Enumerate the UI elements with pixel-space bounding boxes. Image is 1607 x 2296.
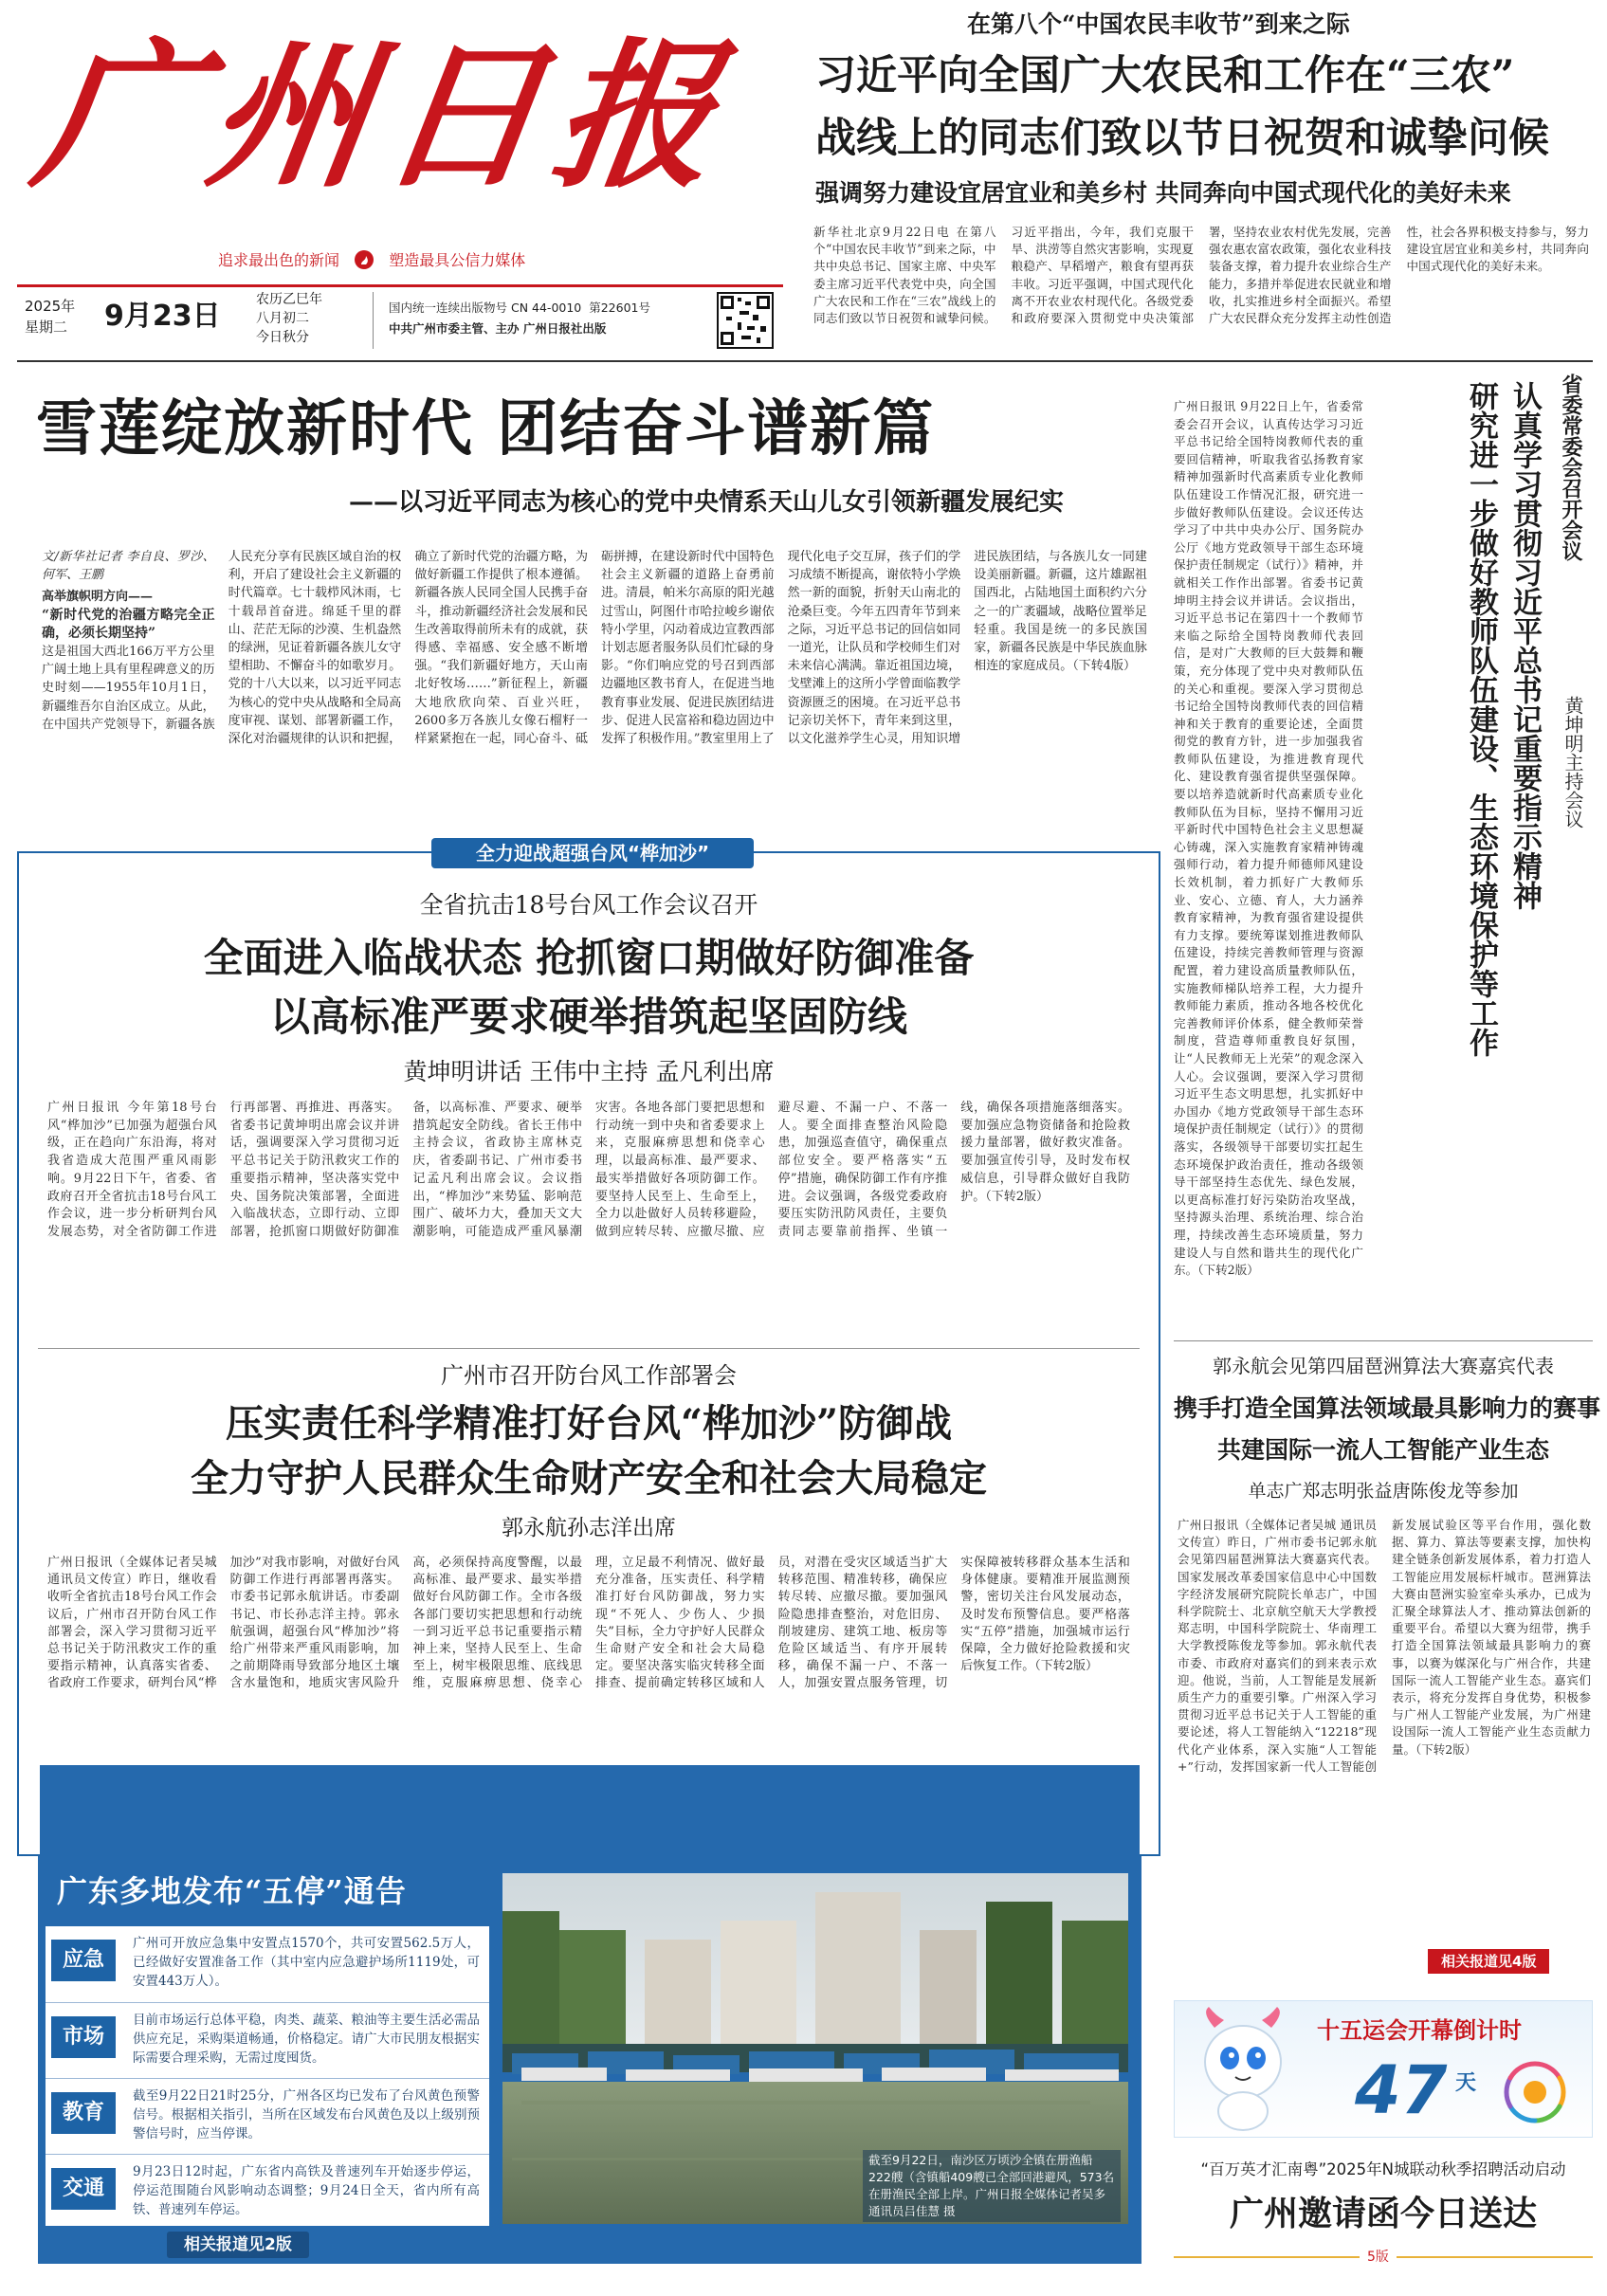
countdown-days-unit: 天 bbox=[1455, 2071, 1477, 2095]
issue-no: 第22601号 bbox=[589, 301, 650, 315]
algorithm-subline: 单志广郑志明张益唐陈俊龙等参加 bbox=[1248, 1481, 1519, 1502]
top-story-headline-2: 战线上的同志们致以节日祝贺和诚挚问候 bbox=[815, 115, 1549, 162]
countdown-promo bbox=[1174, 2000, 1593, 2138]
algorithm-headline-1: 携手打造全国算法领域最具影响力的赛事 bbox=[1174, 1394, 1601, 1422]
slogan-left: 追求最出色的新闻 bbox=[218, 251, 340, 269]
wuting-text: 广州可开放应急集中安置点1570个，共可安置562.5万人，已经做好安置准备工作（其中室内应急避护场所1119处，可安置443万人）。 bbox=[133, 1936, 480, 1989]
algorithm-footer[interactable]: 相关报道见4版 bbox=[1428, 1949, 1549, 1974]
publisher: 中共广州市委主管、主办 广州日报社出版 bbox=[389, 321, 607, 336]
countdown-label: 十五运会开幕倒计时 bbox=[1317, 2017, 1522, 2044]
algorithm-kicker: 郭永航会见第四届琶洲算法大赛嘉宾代表 bbox=[1213, 1355, 1554, 1377]
qr-code bbox=[717, 292, 774, 349]
story2-subline: 郭永航孙志洋出席 bbox=[502, 1516, 676, 1540]
recruitment-teaser bbox=[1174, 2150, 1593, 2288]
wuting-panel bbox=[38, 1856, 1141, 2264]
top-story-kicker: 在第八个“中国农民丰收节”到来之际 bbox=[967, 10, 1350, 38]
year: 2025年 bbox=[25, 298, 76, 315]
typhoon-story-1 bbox=[19, 853, 1159, 1346]
xinjiang-headline: 雪莲绽放新时代 团结奋斗谱新篇 bbox=[36, 393, 936, 465]
wuting-tag: 市场 bbox=[51, 2016, 116, 2058]
wuting-item-transport bbox=[46, 2154, 489, 2228]
fishing-boats-photo bbox=[502, 1873, 1128, 2224]
typhoon-story-2 bbox=[19, 1350, 1159, 1767]
slogan-right: 塑造最具公信力媒体 bbox=[389, 251, 526, 269]
wuting-text: 截至9月22日21时25分，广州各区均已发布了台风黄色预警信号。根据相关指引，当所在区域发布台风黄色及以上级别预警信号时，应当停课。 bbox=[133, 2088, 480, 2141]
recruit-page[interactable]: 5版 bbox=[1360, 2249, 1397, 2266]
date: 9月23日 bbox=[104, 300, 221, 333]
wuting-text: 目前市场运行总体平稳，肉类、蔬菜、粮油等主要生活必需品供应充足，采购渠道畅通，价格稳定。请广大市民朋友根据实际需要合理采购，无需过度囤货。 bbox=[133, 2013, 480, 2066]
story2-headline-2: 全力守护人民群众生命财产安全和社会大局稳定 bbox=[191, 1456, 987, 1501]
xinjiang-byline: 文/新华社记者 李自良、罗沙、何军、王鹏 bbox=[42, 550, 215, 583]
vertical-kicker: 省委常委会召开会议 bbox=[1559, 374, 1583, 561]
lunar-date: 八月初二 bbox=[256, 311, 309, 326]
lunar-year: 农历乙巳年 bbox=[256, 292, 322, 307]
recruit-headline: 广州邀请函今日送达 bbox=[1229, 2194, 1537, 2233]
photo-caption: 截至9月22日，南沙区万顷沙全镇在册渔船222艘（含镇船409艘已全部回港避风，573名在册渔民全部上岸。广州日报全媒体记者吴多 通讯员吕佳慧 摄 bbox=[863, 2150, 1121, 2222]
games-emblem-icon bbox=[1497, 2054, 1573, 2130]
wuting-text: 9月23日12时起，广东省内高铁及普速列车开始逐步停运，停运范围随台风影响动态调整；9月24日全天，省内所有高铁、普速列车停运。 bbox=[133, 2164, 480, 2217]
wuting-title: 广东多地发布“五停”通告 bbox=[57, 1873, 407, 1909]
wuting-item-education bbox=[46, 2078, 489, 2152]
typhoon-section bbox=[17, 842, 1160, 1856]
algorithm-story bbox=[1174, 1340, 1601, 1981]
algorithm-headline-2: 共建国际一流人工智能产业生态 bbox=[1216, 1436, 1549, 1464]
top-story bbox=[806, 8, 1593, 358]
story2-body: 广州日报讯（全媒体记者吴城 通讯员文传宣）昨日，继收看收听全省抗击18号台风工作会议后，广州市召开防台风工作部署会，深入学习贯彻习近平总书记关于防汛救灾工作的重要指示精神，认真落实省委、省政府工作要求，研判台风“桦加沙”对我市影响，对做好台风防御工作进行再部署再落实。市委书记郭永航讲话。市委副书记、市长孙志洋主持。郭永航强调，超强台风“桦加沙”将给广州带来严重风雨影响，加之前期降雨导致部分地区土壤含水量饱和，地质灾害风险升高，必须保持高度警醒，以最高标准、最严要求、最实举措做好台风防御工作。全市各级各部门要切实把思想和行动统一到习近平总书记重要指示精神上来，坚持人民至上、生命至上，树牢极限思维、底线思维，克服麻痹思想、侥幸心理，立足最不利情况、做好最充分准备，压实责任、科学精准打好台风防御战，努力实现“不死人、少伤人、少损失”目标，全力守护好人民群众生命财产安全和社会大局稳定。要坚决落实临灾转移全面排查、提前确定转移区域和人员，对潜在受灾区域适当扩大转移范围、精准转移，确保应转尽转、应撤尽撤。要加强风险隐患排查整治，对危旧房、削坡建房、建筑工地、板房等危险区域适当、有序开展转移，确保不漏一户、不落一人，加强安置点服务管理，切实保障被转移群众基本生活和身体健康。要精准开展监测预警，密切关注台风发展动态，及时发布预警信息。要严格落实“五停”措施，加强城市运行保障，全力做好抢险救援和灾后恢复工作。（下转2版） bbox=[47, 1556, 1130, 1691]
story2-kicker: 广州市召开防台风工作部署会 bbox=[441, 1362, 737, 1389]
provincial-meeting-body: 广州日报讯 9月22日上午，省委常委会召开会议，认真传达学习习近平总书记给全国特岗教师代表的重要回信精神，听取我省弘扬教育家精神加强新时代高素质专业化教师队伍建设工作情况汇报，研究进一步做好教师队伍建设。会议还传达学习了中共中央办公厅、国务院办公厅《地方党政领导干部生态环境保护责任制规定（试行）》精神，并就相关工作作出部署。省委书记黄坤明主持会议并讲话。会议指出，习近平总书记在第四十一个教师节来临之际给全国特岗教师代表回信，是对广大教师的巨大鼓舞和鞭策，充分体现了党中央对教师队伍的关心和重视。要深入学习贯彻总书记给全国特岗教师代表的回信精神和关于教育的重要论述，全面贯彻党的教育方针，进一步加强我省教师队伍建设，为推进教育现代化、建设教育强省提供坚强保障。要以培养造就新时代高素质专业化教师队伍为目标，坚持不懈用习近平新时代中国特色社会主义思想凝心铸魂，深入实施教育家精神铸魂强师行动，着力提升师德师风建设长效机制，着力抓好广大教师乐业、安心、立德、育人，大力涵养教育家精神，为教育强省建设提供有力支撑。要统筹谋划推进教师队伍建设，持续完善教师管理与资源配置，着力建设高质量教师队伍，实施教师梯队培养工程，大力提升教师能力素质，推动各地各校优化完善教师评价体系，健全教师荣誉制度，营造尊师重教良好氛围，让“人民教师无上光荣”的观念深入人心。会议强调，要深入学习贯彻习近平生态文明思想，扎实抓好中办国办《地方党政领导干部生态环境保护责任制规定（试行）》的贯彻落实，各级领导干部要切实扛起生态环境保护政治责任，推动各级领导干部坚持生态优先、绿色发展，以更高标准打好污染防治攻坚战，坚持源头治理、系统治理、综合治理，持续改善生态环境质量，努力建设人与自然和谐共生的现代化广东。（下转2版） bbox=[1174, 399, 1363, 1278]
mascot-icon bbox=[1186, 2005, 1300, 2134]
story2-headline-1: 压实责任科学精准打好台风“桦加沙”防御战 bbox=[225, 1401, 952, 1446]
flame-icon bbox=[354, 249, 374, 270]
top-story-headline-1: 习近平向全国广大农民和工作在“三农” bbox=[815, 52, 1515, 100]
wuting-tag: 教育 bbox=[51, 2092, 116, 2134]
publication-no: 国内统一连续出版物号 CN 44-0010 bbox=[389, 301, 582, 315]
xinjiang-body: 这是祖国大西北166万平方公里广阔土地上具有里程碑意义的历史时刻——1955年10月1日，新疆维吾尔自治区成立。从此，在中国共产党领导下，新疆各族人民充分享有民族区域自治的权利，开启了建设社会主义新疆的时代篇章。七十载栉风沐雨，七十载昂首奋进。绵延千里的群山、茫茫无际的沙漠、生机盎然的绿洲，见证着新疆各族儿女守望相助、不懈奋斗的如歌岁月。党的十八大以来，以习近平同志为核心的党中央从战略和全局高度审视、谋划、部署新疆工作，深化对治疆规律的认识和把握，确立了新时代党的治疆方略，为做好新疆工作提供了根本遵循。新疆各族人民同全国人民携手奋斗，推动新疆经济社会发展和民生改善取得前所未有的成就，获得感、幸福感、安全感不断增强。“我们新疆好地方，天山南北好牧场……”新征程上，新疆大地欣欣向荣、百业兴旺，2600多万各族儿女像石榴籽一样紧紧抱在一起，同心奋斗、砥砺拼搏，在建设新时代中国特色社会主义新疆的道路上奋勇前进。清晨，帕米尔高原的阳光越过雪山，阿图什市哈拉峻乡谢依特小学里，闪动着成边宣教西部计划志愿者服务队员们忙碌的身影。“你们响应党的号召到西部边疆地区教书育人，在促进当地教育事业发展、促进民族团结进步、促进人民富裕和稳边固边中发挥了积极作用。”教室里用上了现代化电子交互屏，孩子们的学习成绩不断提高，谢依特小学焕然一新的面貌，折射天山南北的沧桑巨变。今年五四青年节到来之际，习近平总书记的回信如同一道光，让队员和学校师生们对未来信心满满。靠近祖国边境，戈壁滩上的这所小学曾面临教学资源匮乏的困境。在习近平总书记亲切关怀下，青年来到这里，以文化滋养学生心灵，用知识增进民族团结，与各族儿女一同建设美丽新疆。新疆，这片雄踞祖国西北，占陆地国土面积约六分之一的广袤疆域，战略位置举足轻重。我国是统一的多民族国家，新疆各民族是中华民族血脉相连的家庭成员。（下转4版） bbox=[42, 550, 1147, 747]
newspaper-logo: 广州日报 bbox=[25, 22, 741, 210]
wuting-tag: 应急 bbox=[51, 1940, 116, 1981]
vertical-headline-2: 研究进一步做好教师队伍建设、生态环境保护等工作 bbox=[1464, 381, 1498, 1057]
story1-subline: 黄坤明讲话 王伟中主持 孟凡利出席 bbox=[403, 1058, 775, 1085]
vertical-subline: 黄坤明主持会议 bbox=[1561, 696, 1584, 829]
weekday: 星期二 bbox=[25, 319, 68, 336]
algorithm-body: 广州日报讯（全媒体记者吴城 通讯员文传宣）昨日，广州市委书记郭永航会见第四届琶洲算法大赛嘉宾代表。国家发展改革委国家信息中心中国数字经济发展研究院院长单志广，中国科学院院士、北京航空航天大学教授郑志明，中国科学院院士、华南理工大学教授陈俊龙等参加。郭永航代表市委、市政府对嘉宾们的到来表示欢迎。他说，当前，人工智能是发展新质生产力的重要引擎。广州深入学习贯彻习近平总书记关于人工智能的重要论述，将人工智能纳入“12218”现代化产业体系，深入实施“人工智能+”行动，发挥国家新一代人工智能创新发展试验区等平台作用，强化数据、算力、算法等要素支撑，加快构建全链条创新发展体系，着力打造人工智能应用发展标杆城市。琶洲算法大赛由琶洲实验室牵头承办，已成为汇聚全球算法人才、推动算法创新的重要平台。希望以大赛为纽带，携手打造全国算法领域最具影响力的赛事，以赛为媒深化与广州合作，共建国际一流人工智能产业生态。嘉宾们表示，将充分发挥自身优势，积极参与广州人工智能产业发展，为广州建设国际一流人工智能产业生态贡献力量。（下转2版） bbox=[1178, 1518, 1591, 1774]
wuting-item-market bbox=[46, 2002, 489, 2076]
xinjiang-subheadline: ——以习近平同志为核心的党中央情系天山儿女引领新疆发展纪实 bbox=[349, 488, 1065, 517]
wuting-tag: 交通 bbox=[51, 2168, 116, 2210]
recruit-kicker: “百万英才汇南粤”2025年N城联动秋季招聘活动启动 bbox=[1200, 2160, 1566, 2178]
wuting-list bbox=[46, 1926, 489, 2226]
vertical-headline-1: 认真学习贯彻习近平总书记重要指示精神 bbox=[1507, 381, 1542, 910]
solar-term: 今日秋分 bbox=[256, 330, 309, 345]
typhoon-banner: 全力迎战超强台风“桦加沙” bbox=[431, 838, 754, 868]
masthead bbox=[0, 0, 787, 360]
story1-kicker: 全省抗击18号台风工作会议召开 bbox=[419, 891, 758, 919]
xinjiang-story bbox=[17, 374, 1155, 838]
countdown-days: 47 bbox=[1355, 2051, 1448, 2129]
top-story-body: 新华社北京9月22日电 在第八个“中国农民丰收节”到来之际，中共中央总书记、国家主席、中央军委主席习近平代表党中央，向全国广大农民和工作在“三农”战线上的同志们致以节日祝贺和诚挚问候。习近平指出，今年，我们克服干旱、洪涝等自然灾害影响，实现夏粮稳产、早稻增产，粮食有望再获丰收。习近平强调，中国式现代化离不开农业农村现代化。各级党委和政府要深入贯彻党中央决策部署，坚持农业农村优先发展，完善强农惠农富农政策，强化农业科技装备支撑，着力提升农业综合生产能力，多措并举促进农民就业和增收，扎实推进乡村全面振兴。希望广大农民群众充分发挥主动性创造性，社会各界积极支持参与，努力建设宜居宜业和美乡村，共同奔向中国式现代化的美好未来。 bbox=[813, 225, 1589, 326]
story1-body: 广州日报讯 今年第18号台风“桦加沙”已加强为超强台风级，正在趋向广东沿海，将对我省造成大范围严重风雨影响。9月22日下午，省委、省政府召开全省抗击18号台风工作会议，进一步分析研判台风发展态势，对全省防御工作进行再部署、再推进、再落实。省委书记黄坤明出席会议并讲话，强调要深入学习贯彻习近平总书记关于防汛救灾工作的重要指示精神，坚决落实党中央、国务院决策部署，全面进入临战状态，立即行动、立即部署，抢抓窗口期做好防御准备，以高标准、严要求、硬举措筑起安全防线。省长王伟中主持会议，省政协主席林克庆，省委副书记、广州市委书记孟凡利出席会议。会议指出，“桦加沙”来势猛、影响范围广、破坏力大，叠加天文大潮影响，可能造成严重风暴潮灾害。各地各部门要把思想和行动统一到中央和省委要求上来，克服麻痹思想和侥幸心理，以最高标准、最严要求、最实举措做好各项防御工作。要坚持人民至上、生命至上，全力以赴做好人员转移避险，做到应转尽转、应撤尽撤、应避尽避、不漏一户、不落一人。要全面排查整治风险隐患，加强巡查值守，确保重点部位安全。要严格落实“五停”措施，确保防御工作有序推进。会议强调，各级党委政府要压实防汛防风责任，主要负责同志要靠前指挥、坐镇一线，确保各项措施落细落实。要加强应急物资储备和抢险救援力量部署，做好救灾准备。要加强宣传引导，及时发布权威信息，引导群众做好自我防护。（下转2版） bbox=[47, 1101, 1130, 1239]
wuting-item-emergency bbox=[46, 1926, 489, 2000]
story1-headline-1: 全面进入临战状态 抢抓窗口期做好防御准备 bbox=[203, 935, 975, 981]
story1-headline-2: 以高标准严要求硬举措筑起坚固防线 bbox=[269, 993, 907, 1040]
wuting-footer[interactable]: 相关报道见2版 bbox=[167, 2232, 309, 2258]
xinjiang-inline-heading-1: 高举旗帜明方向—— bbox=[42, 590, 154, 605]
xinjiang-inline-heading-2: “新时代党的治疆方略完全正确，必须长期坚持” bbox=[42, 607, 215, 641]
top-story-subheadline: 强调努力建设宜居宜业和美乡村 共同奔向中国式现代化的美好未来 bbox=[815, 179, 1511, 207]
provincial-meeting-body-bottom bbox=[1174, 1066, 1587, 1340]
